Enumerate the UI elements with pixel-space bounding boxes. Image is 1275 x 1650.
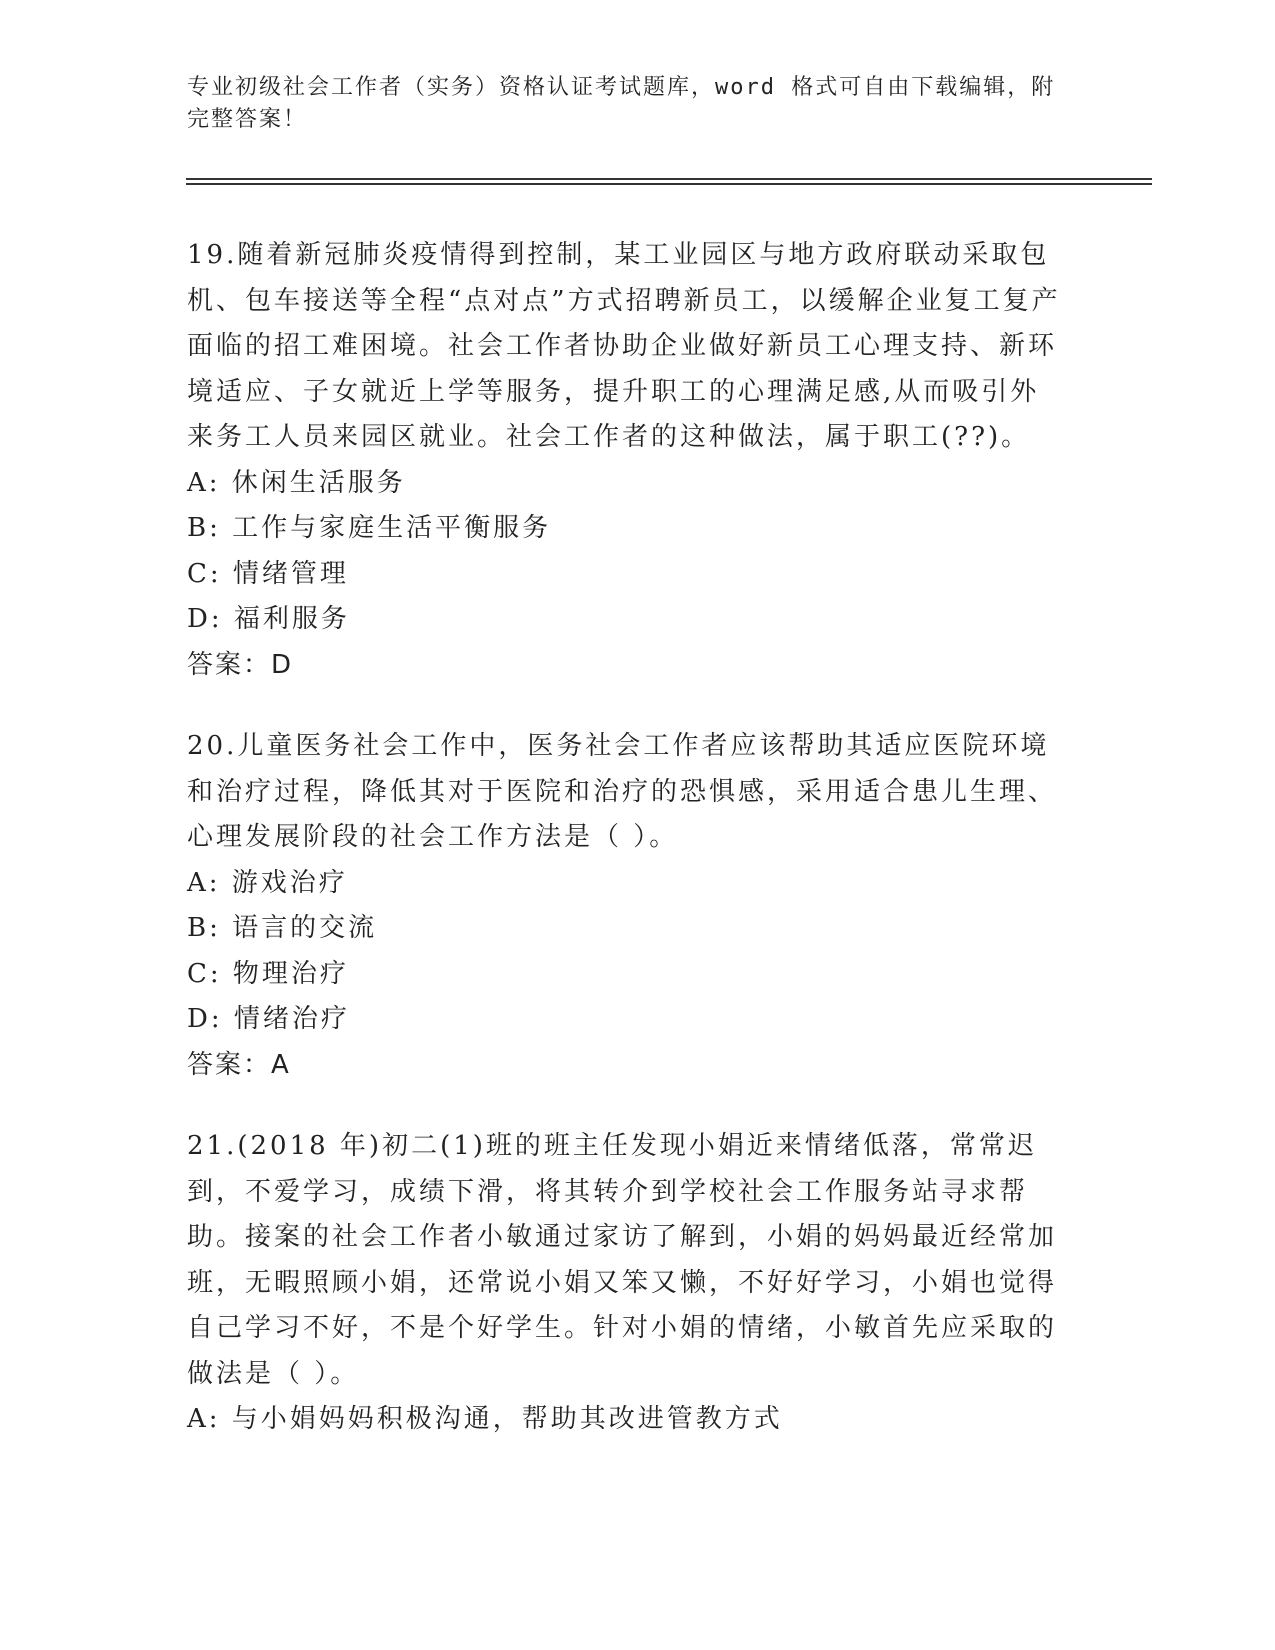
question-list [187, 233, 1067, 1479]
option-c: C: 物理治疗 [187, 958, 349, 989]
option-c: C: 情绪管理 [187, 558, 349, 589]
question-text: 20.儿童医务社会工作中，医务社会工作者应该帮助其适应医院环境和治疗过程，降低其对于医院和治疗的恐惧感，采用适合患儿生理、心理发展阶段的社会工作方法是（ ）。 [187, 731, 1058, 852]
question-21 [187, 1124, 1067, 1443]
option-b: B: 语言的交流 [187, 913, 378, 943]
question-20 [187, 724, 1067, 1088]
option-d: D: 福利服务 [187, 604, 350, 634]
header-divider-top [186, 178, 1152, 180]
option-d: D: 情绪治疗 [187, 1004, 350, 1034]
document-header: 专业初级社会工作者（实务）资格认证考试题库，word 格式可自由下载编辑，附完整答案！ [187, 75, 1056, 132]
option-b: B: 工作与家庭生活平衡服务 [187, 513, 552, 543]
option-a: A: 休闲生活服务 [187, 467, 406, 498]
header-divider-bottom [186, 183, 1152, 185]
option-a: A: 游戏治疗 [187, 867, 348, 898]
question-text: 19.随着新冠肺炎疫情得到控制，某工业园区与地方政府联动采取包机、包车接送等全程“点对点”方式招聘新员工，以缓解企业复工复产面临的招工难困境。社会工作者协助企业做好新员工心理支持、新环境适应、子女就近上学等服务，提升职工的心理满足感,从而吸引外来务工人员来园区就业。社会工作者的这种做法，属于职工(??)。 [187, 240, 1061, 452]
question-19 [187, 233, 1067, 688]
answer-line: 答案：D [187, 649, 294, 680]
question-text: 21.(2018 年)初二(1)班的班主任发现小娟近来情绪低落，常常迟到，不爱学习，成绩下滑，将其转介到学校社会工作服务站寻求帮助。接案的社会工作者小敏通过家访了解到，小娟的妈妈最近经常加班，无暇照顾小娟，还常说小娟又笨又懒，不好好学习，小娟也觉得自己学习不好，不是个好学生。针对小娟的情绪，小敏首先应采取的做法是（ ）。 [187, 1131, 1058, 1389]
option-a: A: 与小娟妈妈积极沟通，帮助其改进管教方式 [187, 1404, 783, 1434]
answer-line: 答案：A [187, 1049, 291, 1080]
